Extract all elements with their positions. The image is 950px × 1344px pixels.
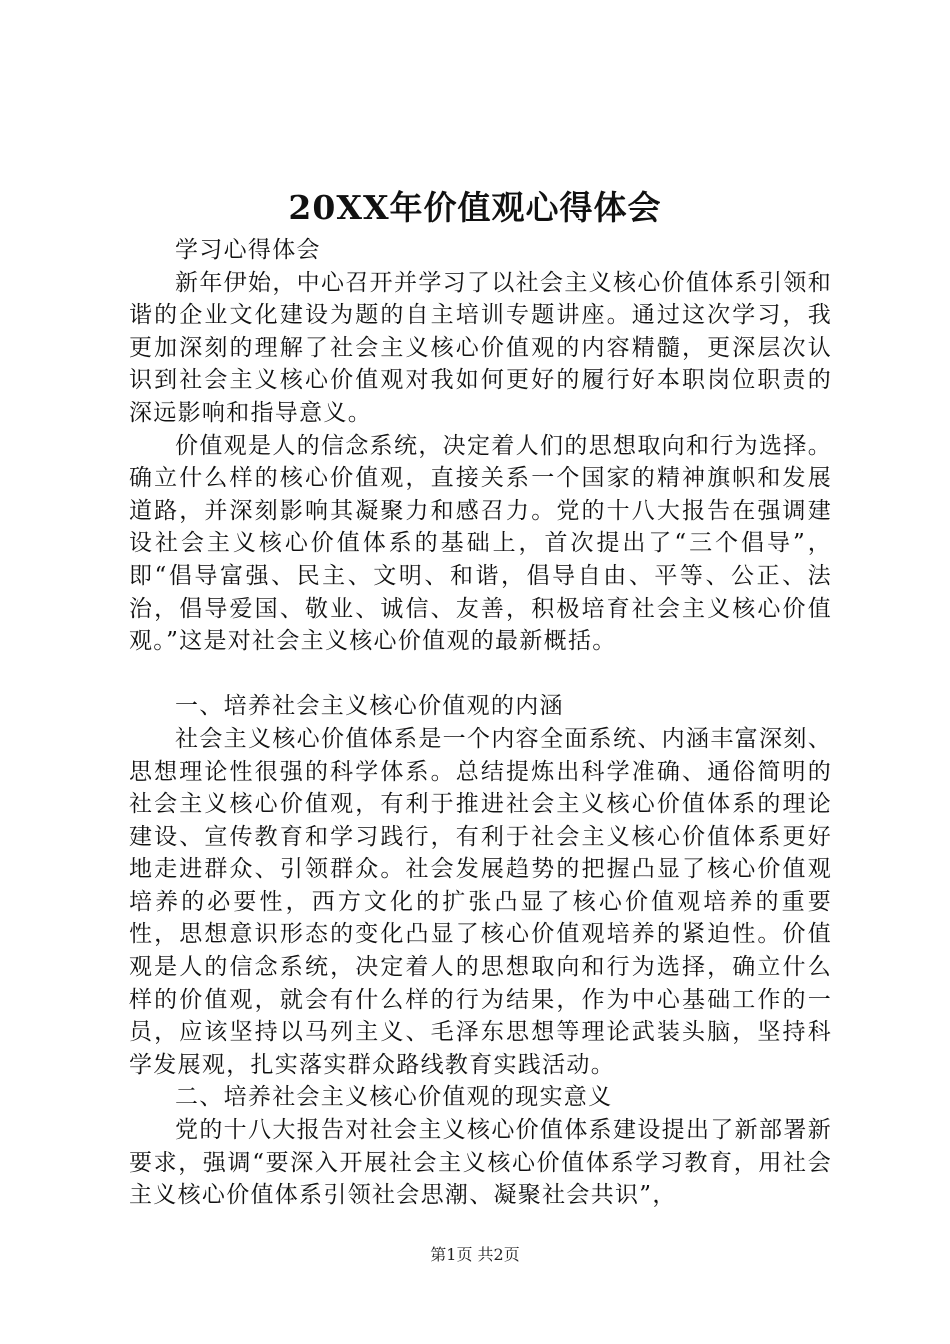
document-title: 20XX年价值观心得体会	[288, 188, 662, 227]
document-body	[129, 234, 832, 1212]
paragraph-intro: 新年伊始，中心召开并学习了以社会主义核心价值体系引领和谐的企业文化建设为题的自主培训专题讲座。通过这次学习，我更加深刻的理解了社会主义核心价值观的内容精髓，更深层次认识到社会主义核心价值观对我如何更好的履行好本职岗位职责的深远影响和指导意义。	[129, 269, 832, 426]
paragraph-spacer	[129, 658, 832, 691]
section-heading-1: 一、培养社会主义核心价值观的内涵	[175, 693, 564, 720]
paragraph-section-1: 社会主义核心价值体系是一个内容全面系统、内涵丰富深刻、思想理论性很强的科学体系。总结提炼出科学准确、通俗简明的社会主义核心价值观，有利于推进社会主义核心价值体系的理论建设、宣传教育和学习践行，有利于社会主义核心价值体系更好地走进群众、引领群众。社会发展趋势的把握凸显了核心价值观培养的必要性，西方文化的扩张凸显了核心价值观培养的重要性，思想意识形态的变化凸显了核心价值观培养的紧迫性。价值观是人的信念系统，决定着人的思想取向和行为选择，确立什么样的价值观，就会有什么样的行为结果，作为中心基础工作的一员，应该坚持以马列主义、毛泽东思想等理论武装头脑，坚持科学发展观，扎实落实群众路线教育实践活动。	[129, 725, 832, 1078]
section-heading-2: 二、培养社会主义核心价值观的现实意义	[175, 1084, 613, 1111]
paragraph-values: 价值观是人的信念系统，决定着人们的思想取向和行为选择。确立什么样的核心价值观，直接关系一个国家的精神旗帜和发展道路，并深刻影响其凝聚力和感召力。党的十八大报告在强调建设社会主义核心价值体系的基础上，首次提出了“三个倡导”，即“倡导富强、民主、文明、和谐，倡导自由、平等、公正、法治，倡导爱国、敬业、诚信、友善，积极培育社会主义核心价值观。”这是对社会主义核心价值观的最新概括。	[129, 432, 832, 655]
paragraph-section-2: 党的十八大报告对社会主义核心价值体系建设提出了新部署新要求，强调“要深入开展社会主义核心价值体系学习教育，用社会主义核心价值体系引领社会思潮、凝聚社会共识”，	[129, 1117, 832, 1209]
paragraph-subtitle: 学习心得体会	[175, 237, 321, 263]
page-footer: 第1页 共2页	[430, 1245, 520, 1264]
